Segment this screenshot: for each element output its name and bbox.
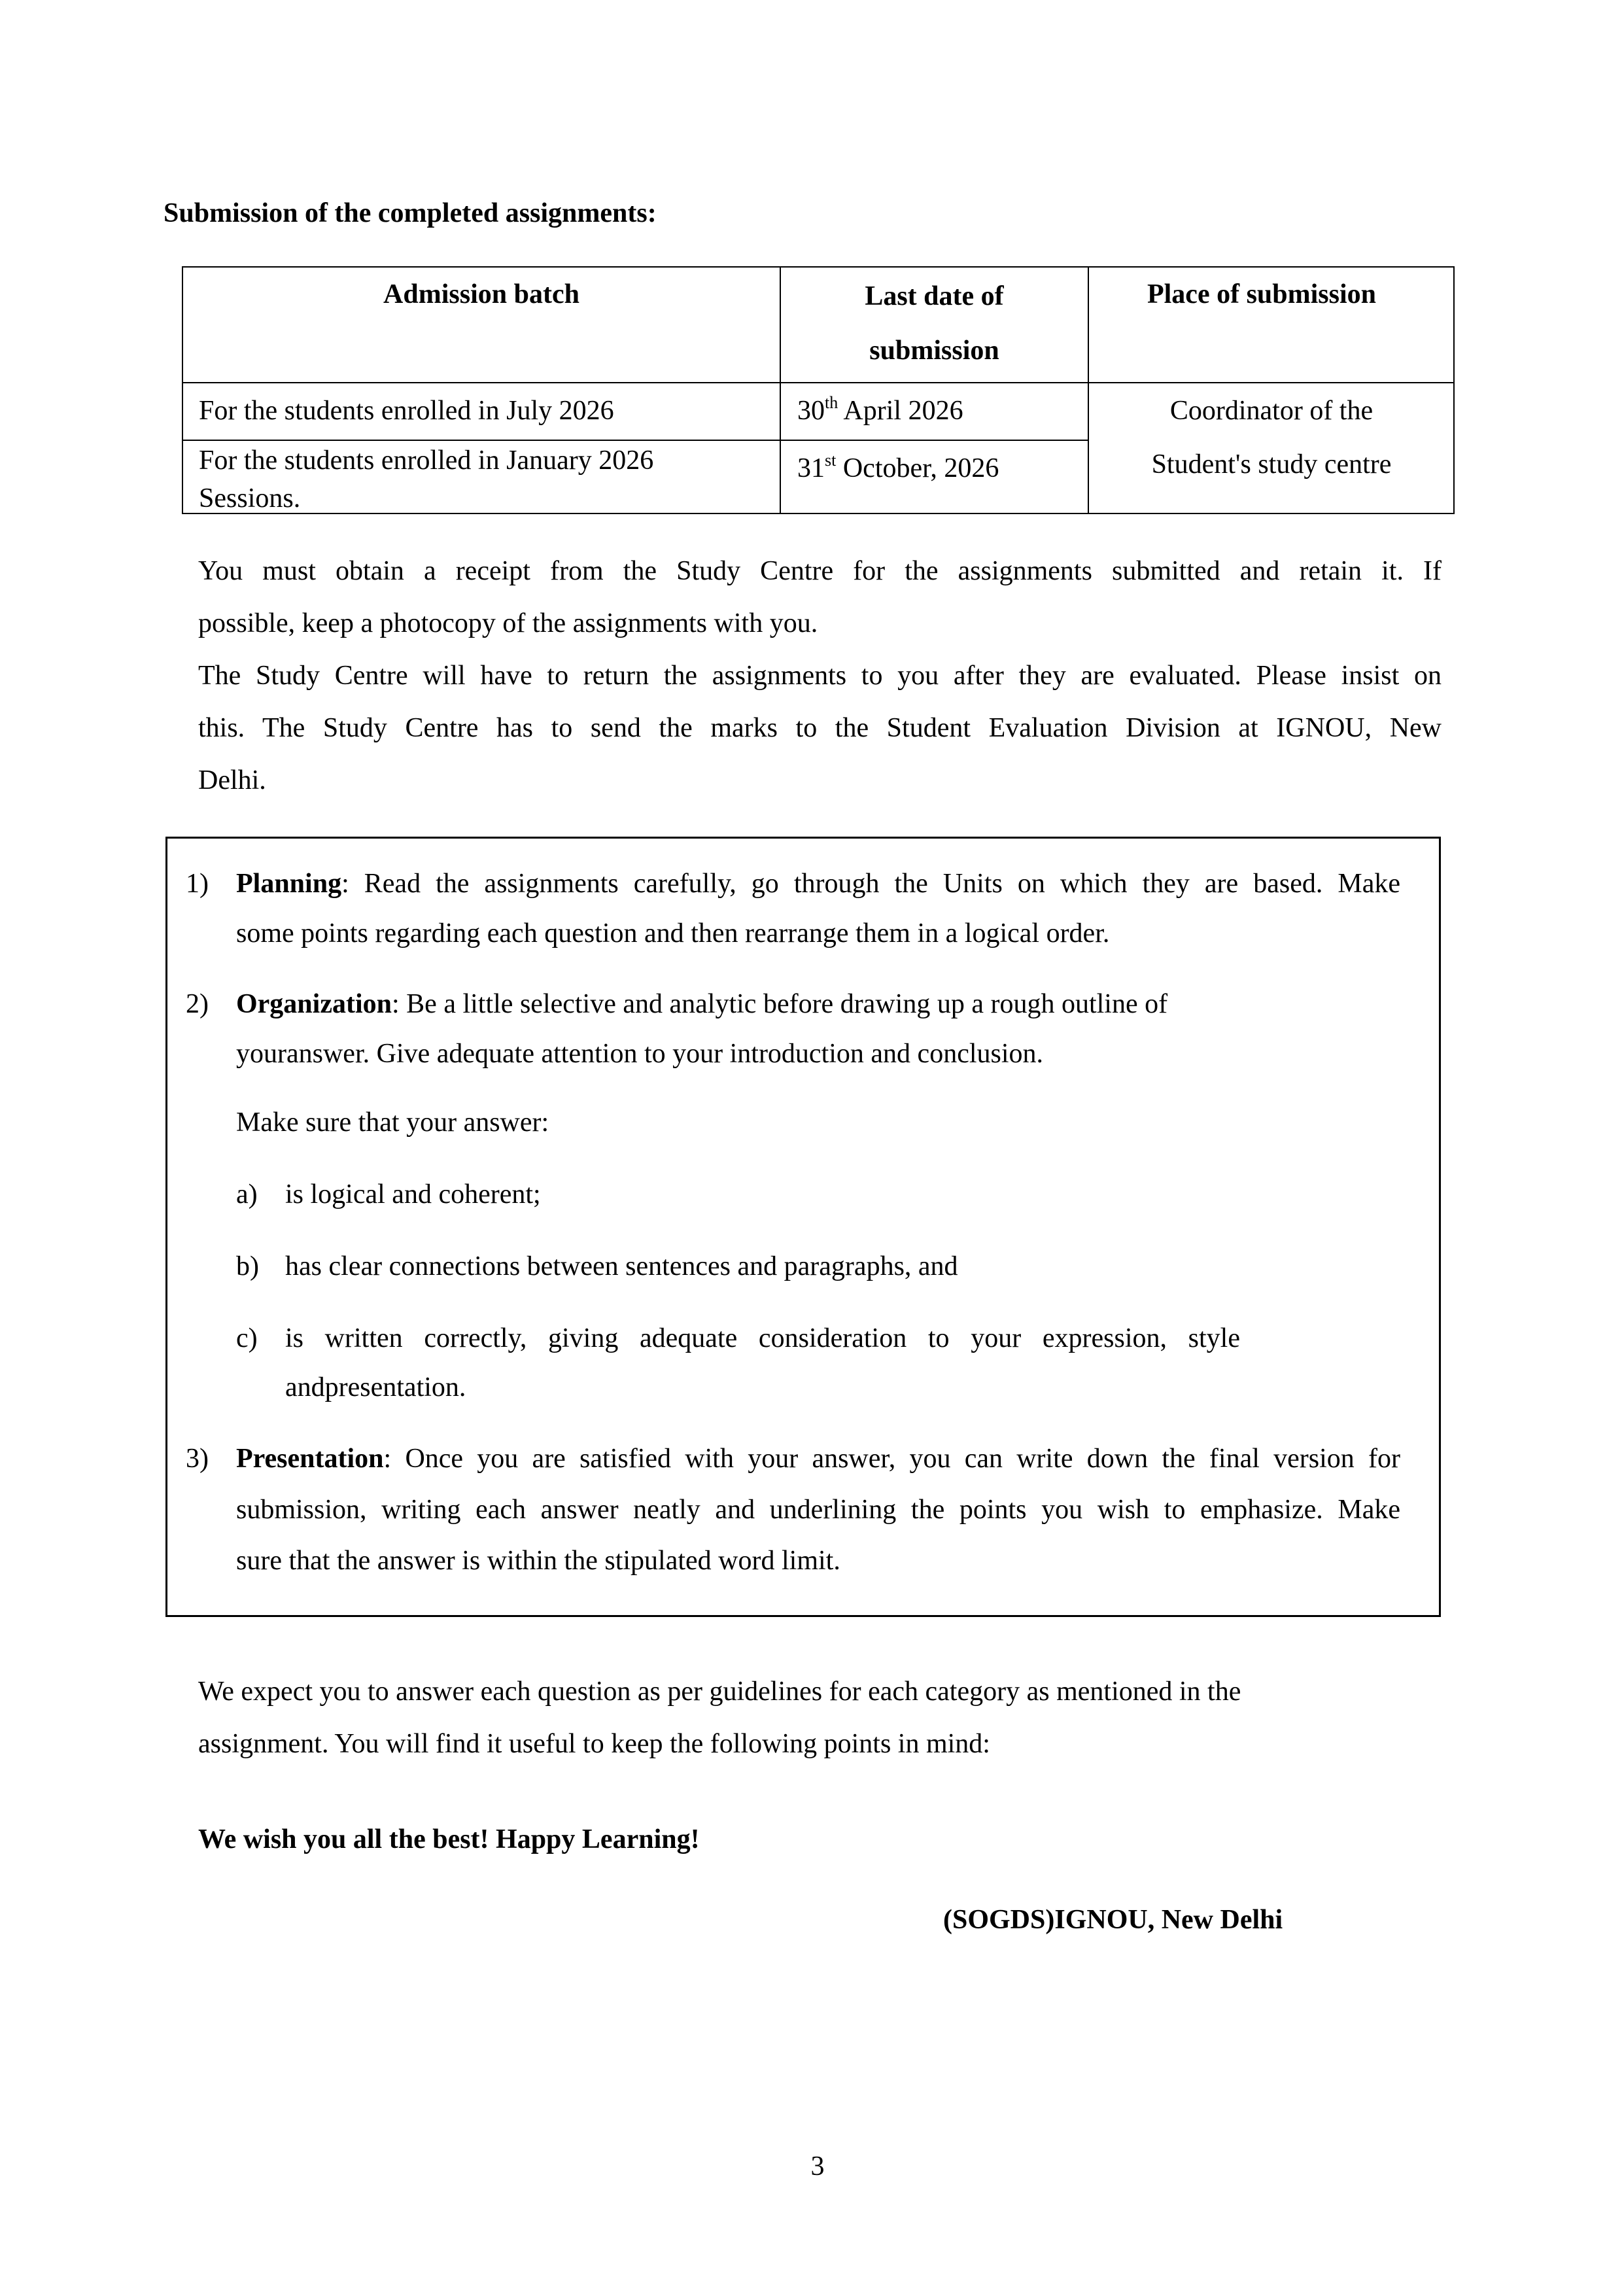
submission-table [182,266,1455,514]
point-letter: a) [236,1179,258,1209]
guideline-organization-cont: youranswer. Give adequate attention to your introduction and conclusion. [236,1039,1044,1069]
header-last-date: Last date of [865,281,1004,311]
return-paragraph-line: this. The Study Centre has to send the marks to the Student Evaluation Division at IGNOU, New [198,713,1442,743]
point-letter: c) [236,1323,258,1353]
header-last-date-cont: submission [869,336,999,366]
receipt-paragraph-line: possible, keep a photocopy of the assignments with you. [198,608,818,638]
table-divider [183,382,1453,383]
receipt-paragraph-line: You must obtain a receipt from the Study Centre for the assignments submitted and retain it. If [198,556,1442,586]
guideline-number: 3) [186,1444,209,1474]
guideline-organization: Organization: Be a little selective and analytic before drawing up a rough outline of [236,989,1168,1019]
return-paragraph-line: The Study Centre will have to return the assignments to you after they are evaluated. Please insist on [198,661,1442,691]
header-admission-batch: Admission batch [383,279,579,309]
guideline-planning-cont: some points regarding each question and then rearrange them in a logical order. [236,918,1110,948]
expectation-paragraph-line: assignment. You will find it useful to keep the following points in mind: [198,1729,990,1759]
guideline-presentation-cont: submission, writing each answer neatly and underlining the points you wish to emphasize. Make [236,1495,1400,1525]
row-january-batch [199,442,774,517]
guideline-number: 1) [186,869,209,899]
guideline-presentation-cont: sure that the answer is within the stipulated word limit. [236,1546,840,1576]
guideline-number: 2) [186,989,209,1019]
row-january-batch-line: Sessions. [199,483,301,513]
row-january-date: 31st October, 2026 [797,451,999,483]
guideline-presentation: Presentation: Once you are satisfied with your answer, you can write down the final version for [236,1444,1400,1474]
table-divider [183,440,1089,441]
place-of-submission: Coordinator of the [1169,396,1373,426]
section-heading: Submission of the completed assignments: [164,198,657,228]
expectation-paragraph-line: We expect you to answer each question as per guidelines for each category as mentioned in the [198,1677,1241,1707]
page-number: 3 [810,2151,825,2182]
row-january-batch-line: For the students enrolled in January 2026 [199,445,654,476]
guidelines-box [165,837,1441,1617]
return-paragraph-line: Delhi. [198,765,266,795]
row-july-date: 30th April 2026 [797,393,963,426]
signature: (SOGDS)IGNOU, New Delhi [943,1905,1283,1935]
guideline-planning: Planning: Read the assignments carefully, go through the Units on which they are based. Make [236,869,1400,899]
header-place: Place of submission [1147,279,1377,309]
make-sure-label: Make sure that your answer: [236,1107,549,1138]
point-item-cont: andpresentation. [285,1372,466,1402]
place-of-submission-cont: Student's study centre [1151,449,1392,479]
point-item: is written correctly, giving adequate consideration to your expression, style [285,1323,1240,1353]
row-july-batch: For the students enrolled in July 2026 [199,396,614,426]
point-item: has clear connections between sentences and paragraphs, and [285,1251,958,1281]
point-letter: b) [236,1251,259,1281]
point-item: is logical and coherent; [285,1179,541,1209]
closing-wish: We wish you all the best! Happy Learning! [198,1824,700,1854]
